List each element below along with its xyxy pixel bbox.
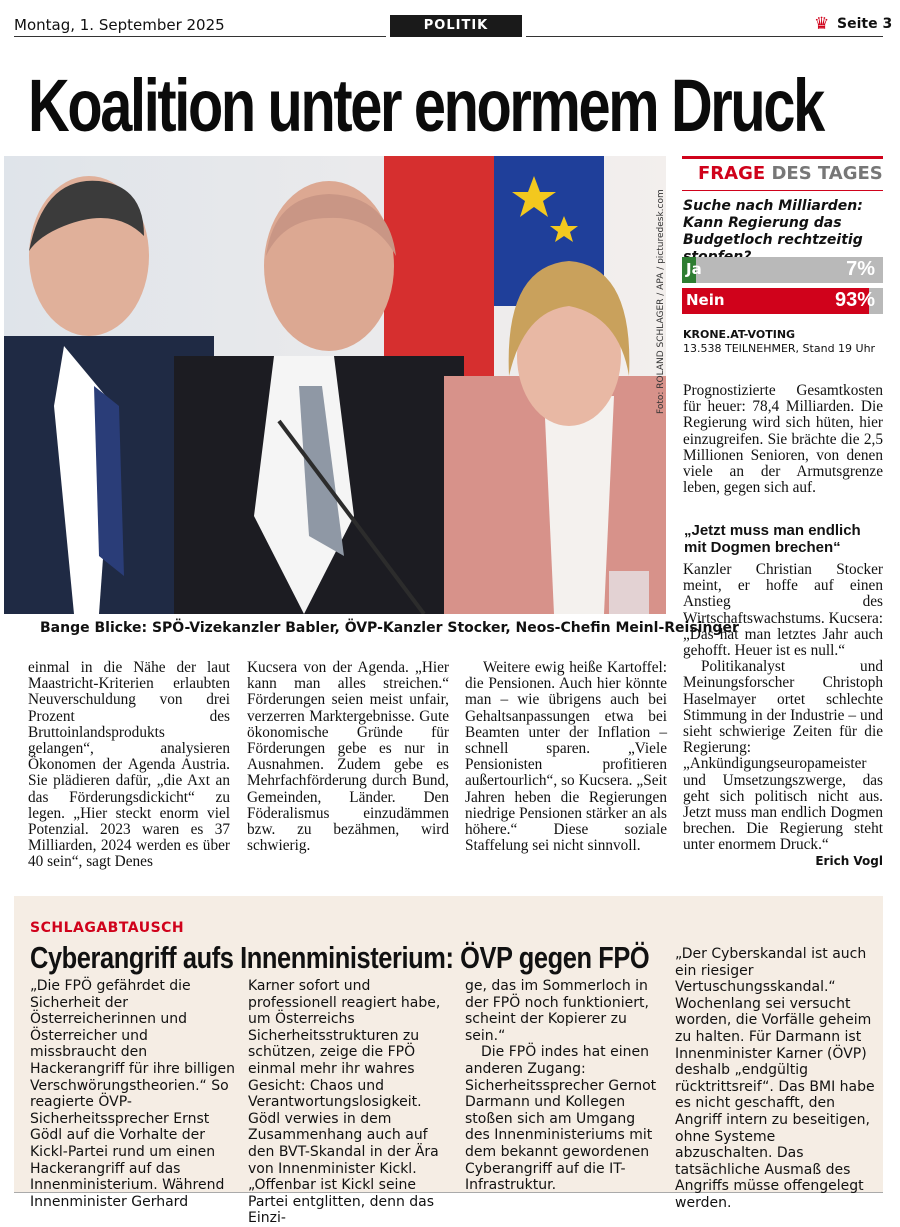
- poll-title: [698, 163, 883, 184]
- article-column-3: [465, 660, 667, 854]
- photo-caption: Bange Blicke: SPÖ-Vizekanzler Babler, ÖVP-Kanzler Stocker, Neos-Chefin Meinl-Reisinger: [40, 620, 739, 636]
- box-paragraph: „Die FPÖ gefährdet die Sicherheit der Österreicherinnen und Österreicher und missbraucht den Hackerangriff für ihre billigen Verschwörungstheorien.“ So reagierte ÖVP-Sicherheitssprecher Ernst Gödl auf die Vorhalte der Kickl-Partei rund um einen Hackerangriff auf das Innenministerium. Während Innenminister Gerhard: [30, 978, 235, 1210]
- box-paragraph: „Der Cyberskandal ist auch ein riesiger Vertuschungsskandal.“ Wochenlang sei versucht worden, die Vorfälle geheim zu halten. Für Darmann ist Innenminister Karner (ÖVP) deshalb „endgültig rücktrittsreif“. Das BMI habe es nicht geschafft, den Angriff intern zu beseitigen, ohne Systeme abzuschalten. Das tatsächliche Ausmaß des Angriffs müsse offengelegt werden.: [675, 946, 875, 1211]
- main-headline: Koalition unter enormem Druck: [28, 64, 823, 147]
- poll-title-red: FRAGE: [698, 163, 766, 184]
- poll-divider: [682, 190, 883, 191]
- box-paragraph: ge, das im Sommerloch in der FPÖ noch funktioniert, scheint der Kopierer zu sein.“: [465, 978, 649, 1044]
- poll-option-value: 7%: [846, 258, 875, 280]
- poll-source: KRONE.AT-VOTING: [683, 328, 796, 341]
- press-photo: [4, 156, 666, 614]
- page-number: Seite 3: [837, 16, 893, 32]
- box-paragraph: Die FPÖ indes hat einen anderen Zugang: Sicherheitssprecher Gernot Darmann und Kollegen stoßen sich am Umgang des Innenministeriums mit dem bekannt gewordenen Cyberangriff auf die IT-Infrastruktur.: [465, 1044, 657, 1194]
- photo-credit: Foto: ROLAND SCHLAGER / APA / picturedesk.com: [656, 189, 666, 414]
- article-paragraph: Kanzler Christian Stocker meint, er hoffe auf einen Anstieg des Wirtschaftswachstums. Kucsera: „Das hat man letztes Jahr auch gehofft. Heuer ist es null.“: [683, 561, 883, 660]
- poll-title-gray: DES TAGES: [771, 163, 883, 184]
- box-column-1: [30, 978, 235, 1210]
- header-rule-right: [526, 36, 883, 37]
- article-paragraph: Kucsera von der Agenda. „Hier kann man alles streichen.“ Förderungen seien meist unfair, verzerren Marktergebnisse. Gute ökonomische Gründe für Förderungen gebe es nur in Ausnahmen. Zudem gebe es Mehrfachförderung durch Bund, Gemeinden, Länder. Den Föderalismus einzudämmen bzw. zu bezähmen, wird schwierig.: [247, 659, 449, 855]
- article-column-4-top: [683, 383, 883, 496]
- issue-date: Montag, 1. September 2025: [14, 16, 225, 34]
- header-rule-left: [14, 36, 386, 37]
- poll-participants: 13.538 TEILNEHMER, Stand 19 Uhr: [683, 342, 876, 355]
- article-column-2: [247, 660, 449, 854]
- poll-option-label: Ja: [686, 260, 702, 278]
- article-subhead: „Jetzt muss man endlich mit Dogmen brechen“: [684, 522, 861, 556]
- box-paragraph: Karner sofort und professionell reagiert habe, um Österreichs Sicherheitsstrukturen zu schützen, zeige die FPÖ einmal mehr ihr wahres Gesicht: Chaos und Verantwortungslosigkeit. Gödl verwies in dem Zusammenhang auch auf den BVT-Skandal in der Ära von Innenminister Kickl. „Offenbar ist Kickl seine Partei entglitten, denn das Einzi-: [248, 978, 441, 1227]
- poll-bar-no: [682, 288, 883, 314]
- box-column-2: [248, 978, 453, 1227]
- austria-flag: [384, 156, 494, 386]
- crown-icon: ♛: [814, 14, 830, 34]
- poll-option-value: 93%: [834, 289, 875, 311]
- article-paragraph: [683, 658, 883, 868]
- box-headline: Cyberangriff aufs Innenministerium: ÖVP gegen FPÖ: [30, 940, 650, 975]
- article-paragraph: Prognostizierte Gesamtkosten für heuer: 78,4 Milliarden. Die Regierung wird sich hüten, hier einzugreifen. Sie brächte die 2,5 Millionen Senioren, von denen viele an der Armutsgrenze leben, gegen sich auf.: [683, 382, 883, 497]
- box-kicker: SCHLAGABTAUSCH: [30, 920, 185, 936]
- poll-bar-yes: [682, 257, 883, 283]
- article-column-4-bottom: [683, 562, 883, 868]
- box-column-3: [465, 978, 661, 1194]
- poll-option-label: Nein: [686, 291, 725, 309]
- press-photo-illustration: [4, 156, 666, 614]
- box-column-4: [675, 946, 875, 1212]
- article-paragraph-text: Politikanalyst und Meinungsforscher Christoph Haselmayer ortet schlechte Stimmung in der Industrie – und sieht schwierige Zeiten für die Regierung: „Ankündigungseuropameister und Umsetzungszwerge, das geht sich politisch nicht aus. Jetzt muss man endlich Dogmen brechen. Die Regierung steht unter enormem Druck.“: [683, 658, 883, 854]
- poll-question: Suche nach Milliarden: Kann Regierung das Budgetloch rechtzeitig: [683, 198, 863, 248]
- poll-top-rule: [682, 156, 883, 159]
- section-label: POLITIK: [390, 15, 522, 37]
- article-paragraph: Weitere ewig heiße Kartoffel: die Pensionen. Auch hier könnte man – wie übrigens auch bei Gehaltsanpassungen etwa bei Beamten unter der Inflation – schnell sparen. „Viele Pensionisten profitieren außertourlich“, so Kucsera. „Seit Jahren heben die Regierungen niedrige Pensionen stärker an als höhere.“ Diese soziale Staffelung sei nicht sinnvoll.: [465, 659, 667, 855]
- article-paragraph: einmal in die Nähe der laut Maastricht-Kriterien erlaubten Neuverschuldung von drei Prozent des Bruttoinlandsprodukts gelangen“, analysieren Ökonomen der Agenda Austria. Sie plädieren dafür, „die Axt an das Förderungsdickicht“ zu legen. „Hier steckt enorm viel Potenzial. 2023 waren es 37 Milliarden, 2024 werden es über 40 sein“, sagt Denes: [28, 659, 230, 871]
- article-column-1: [28, 660, 230, 871]
- article-author: Erich Vogl: [815, 853, 883, 868]
